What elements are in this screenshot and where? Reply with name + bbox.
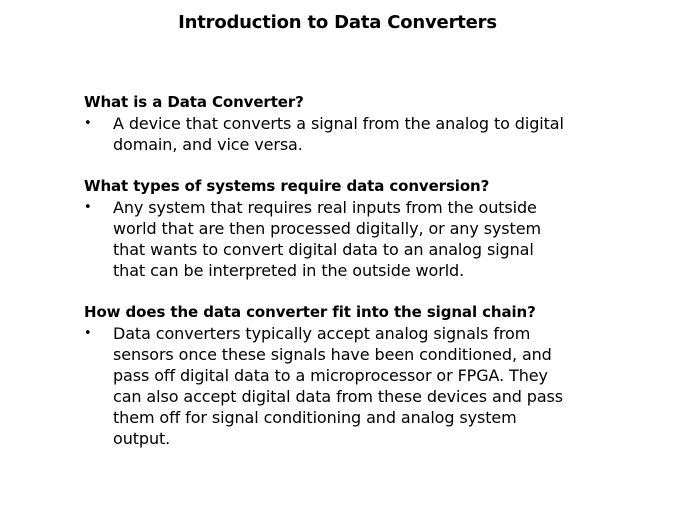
bullet-text-line: output.	[113, 429, 171, 448]
bullet-icon: •	[84, 200, 92, 215]
bullet-text-line: that can be interpreted in the outside world.	[113, 261, 465, 280]
bullet-text-line: A device that converts a signal from the analog to digital	[113, 114, 564, 133]
bullet-text-line: them off for signal conditioning and analog system	[113, 408, 517, 427]
bullet-icon: •	[84, 116, 92, 131]
bullet-text-line: that wants to convert digital data to an analog signal	[113, 240, 534, 259]
bullet-text-line: sensors once these signals have been conditioned, and	[113, 345, 552, 364]
section-question: How does the data converter fit into the signal chain?	[84, 303, 536, 321]
bullet-text-line: can also accept digital data from these devices and pass	[113, 387, 564, 406]
bullet-text-line: world that are then processed digitally, or any system	[113, 219, 541, 238]
section-what-is-data-converter	[84, 92, 644, 155]
section-signal-chain	[84, 302, 644, 449]
section-question: What is a Data Converter?	[84, 93, 304, 111]
bullet-icon: •	[84, 326, 92, 341]
slide-title: Introduction to Data Converters	[178, 12, 497, 33]
bullet-text-line: Any system that requires real inputs from the outside	[113, 198, 537, 217]
bullet-item	[84, 113, 644, 155]
bullet-text-line: pass off digital data to a microprocessor or FPGA. They	[113, 366, 548, 385]
bullet-text-line: domain, and vice versa.	[113, 135, 303, 154]
slide-content	[84, 92, 644, 470]
section-question: What types of systems require data conversion?	[84, 177, 490, 195]
section-systems-requiring-conversion	[84, 176, 644, 281]
bullet-item	[84, 197, 644, 281]
bullet-item	[84, 323, 644, 449]
bullet-text-line: Data converters typically accept analog signals from	[113, 324, 531, 343]
